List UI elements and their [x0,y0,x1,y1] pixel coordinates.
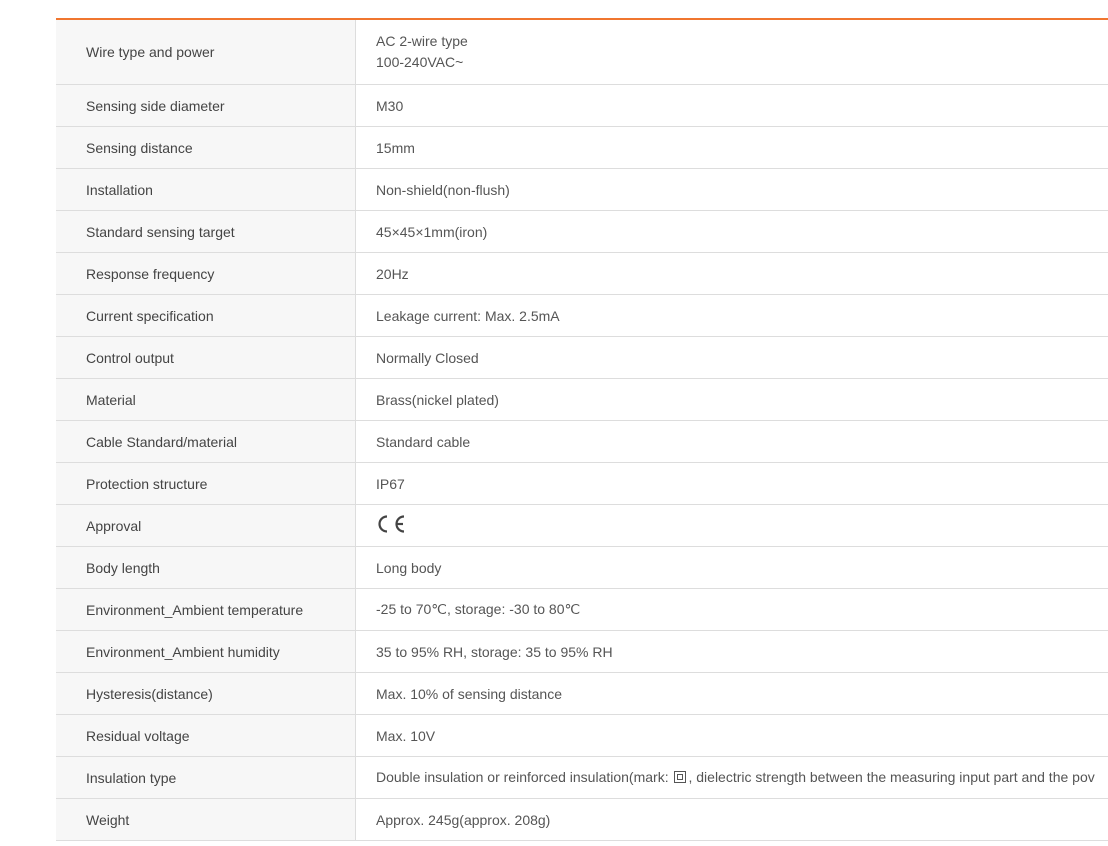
insulation-value-suffix: , dielectric strength between the measuring input part and the pov [688,769,1095,785]
spec-value: 45×45×1mm(iron) [376,223,488,240]
spec-label: Protection structure [56,463,356,504]
spec-label: Response frequency [56,253,356,294]
table-row [56,463,1108,505]
table-row [56,127,1108,169]
spec-label: Material [56,379,356,420]
spec-label: Wire type and power [56,20,356,84]
ce-mark-icon [376,513,1108,538]
table-row [56,379,1108,421]
table-row [56,295,1108,337]
spec-value [356,505,1108,546]
spec-label: Insulation type [56,757,356,798]
table-row [56,589,1108,631]
spec-value: IP67 [376,475,405,492]
spec-value [356,757,1108,798]
table-row [56,421,1108,463]
spec-label: Environment_Ambient temperature [56,589,356,630]
spec-value: 35 to 95% RH, storage: 35 to 95% RH [376,643,613,660]
spec-value: M30 [376,97,404,114]
insulation-value-prefix: Double insulation or reinforced insulation(mark: [376,769,673,785]
spec-table [56,18,1108,841]
spec-value: -25 to 70℃, storage: -30 to 80℃ [376,601,581,617]
spec-label: Current specification [56,295,356,336]
spec-value: Leakage current: Max. 2.5mA [376,307,560,324]
spec-value: 20Hz [376,265,409,282]
table-row [56,20,1108,85]
spec-label: Control output [56,337,356,378]
table-row [56,253,1108,295]
spec-label: Residual voltage [56,715,356,756]
spec-label: Environment_Ambient humidity [56,631,356,672]
insulation-value-line [376,767,1108,788]
double-insulation-icon [674,771,686,783]
spec-label: Sensing distance [56,127,356,168]
spec-value: Long body [376,559,442,576]
table-row [56,799,1108,841]
table-row [56,757,1108,799]
spec-value: Brass(nickel plated) [376,391,499,408]
spec-label: Sensing side diameter [56,85,356,126]
spec-value: Standard cable [376,433,471,450]
spec-value [356,20,1108,84]
spec-value: Normally Closed [376,349,479,366]
table-row [56,337,1108,379]
table-row [56,715,1108,757]
spec-label: Installation [56,169,356,210]
spec-value-line: AC 2-wire type [376,33,468,49]
spec-label: Approval [56,505,356,546]
spec-label: Weight [56,799,356,840]
table-row [56,673,1108,715]
spec-value: Non-shield(non-flush) [376,181,510,198]
spec-label: Hysteresis(distance) [56,673,356,714]
spec-value: 15mm [376,139,415,156]
table-row [56,505,1108,547]
table-row [56,631,1108,673]
spec-label: Cable Standard/material [56,421,356,462]
spec-label: Standard sensing target [56,211,356,252]
spec-value: Max. 10V [376,727,436,744]
table-row [56,169,1108,211]
spec-value: Approx. 245g(approx. 208g) [376,811,551,828]
table-row [56,211,1108,253]
spec-label: Body length [56,547,356,588]
spec-value-line: 100-240VAC~ [376,54,464,70]
table-row [56,85,1108,127]
spec-value: Max. 10% of sensing distance [376,685,562,702]
table-row [56,547,1108,589]
